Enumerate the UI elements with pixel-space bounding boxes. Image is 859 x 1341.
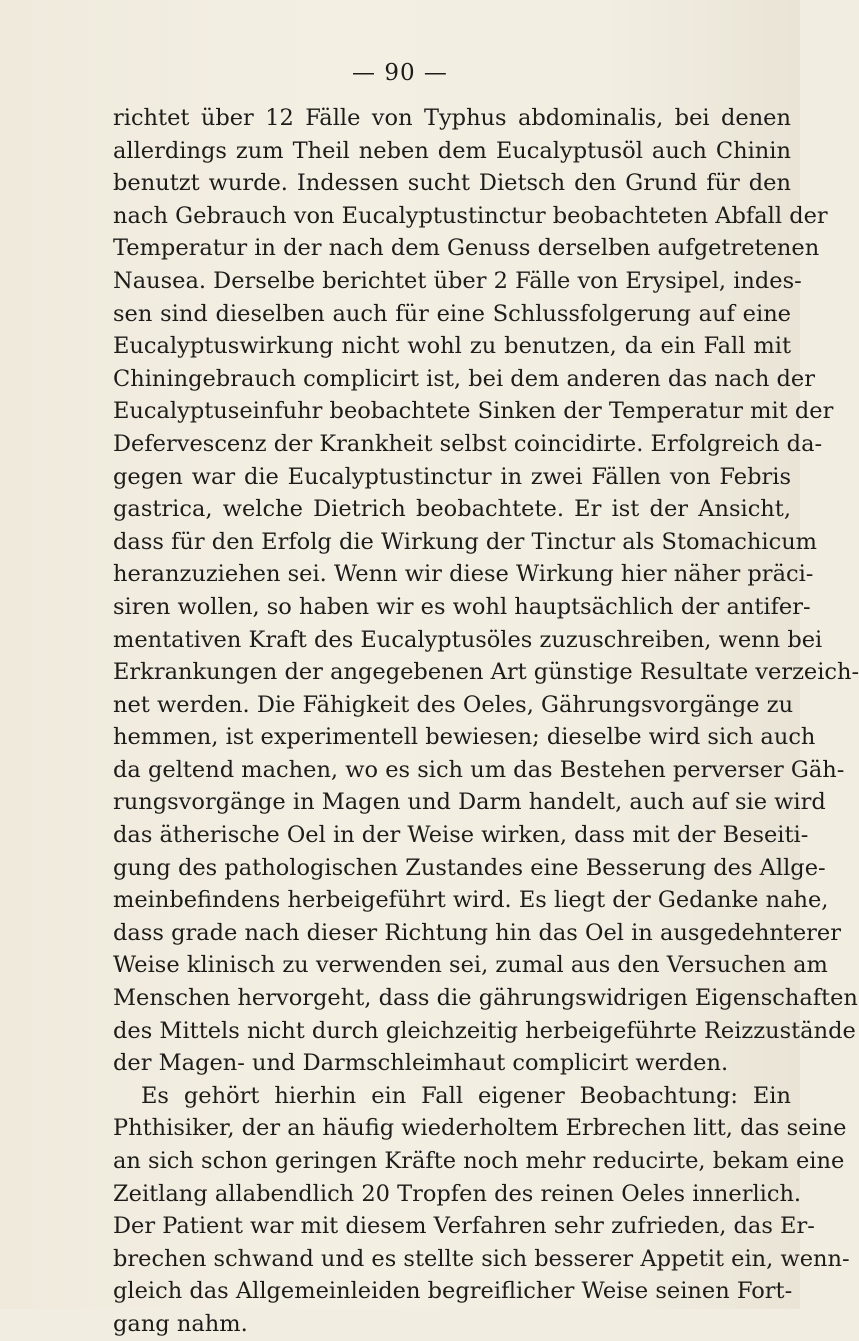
- text-line: meinbefindens herbeigeführt wird. Es liegt der Gedanke nahe,: [113, 887, 829, 914]
- text-line: rungsvorgänge in Magen und Darm handelt, auch auf sie wird: [113, 789, 826, 816]
- text-line: Zeitlang allabendlich 20 Tropfen des reinen Oeles innerlich.: [113, 1180, 802, 1207]
- text-line: allerdings zum Theil neben dem Eucalyptusöl auch Chinin: [113, 137, 791, 164]
- text-line: hemmen, ist experimentell bewiesen; dieselbe wird sich auch: [113, 724, 816, 751]
- text-line: benutzt wurde. Indessen sucht Dietsch den Grund für den: [113, 170, 791, 197]
- text-line: gastrica, welche Dietrich beobachtete. Er ist der Ansicht,: [113, 496, 791, 523]
- text-line: net werden. Die Fähigkeit des Oeles, Gährungsvorgänge zu: [113, 691, 794, 718]
- text-line: heranzuziehen sei. Wenn wir diese Wirkung hier näher präci-: [113, 561, 814, 588]
- text-line: gegen war die Eucalyptustinctur in zwei Fällen von Febris: [113, 463, 791, 490]
- text-line: siren wollen, so haben wir es wohl hauptsächlich der antifer-: [113, 593, 811, 620]
- text-line: an sich schon geringen Kräfte noch mehr reducirte, bekam eine: [113, 1148, 845, 1174]
- text-line: Der Patient war mit diesem Verfahren sehr zufrieden, das Er-: [113, 1213, 815, 1240]
- body-text: [113, 102, 859, 1341]
- text-line: gung des pathologischen Zustandes eine Besserung des Allge-: [113, 854, 826, 881]
- text-line: Erkrankungen der angegebenen Art günstige Resultate verzeich-: [113, 659, 859, 686]
- text-line: da geltend machen, wo es sich um das Bestehen perverser Gäh-: [113, 756, 845, 783]
- text-line: gang nahm.: [113, 1310, 248, 1337]
- text-line: mentativen Kraft des Eucalyptusöles zuzuschreiben, wenn bei: [113, 626, 823, 653]
- text-line: Menschen hervorgeht, dass die gährungswidrigen Eigenschaften: [113, 985, 858, 1012]
- text-line: Chiningebrauch complicirt ist, bei dem anderen das nach der: [113, 365, 815, 392]
- text-line: der Magen- und Darmschleimhaut complicirt werden.: [113, 1050, 729, 1077]
- text-line: dass für den Erfolg die Wirkung der Tinctur als Stomachicum: [113, 528, 818, 555]
- text-line: Eucalyptuseinfuhr beobachtete Sinken der Temperatur mit der: [113, 398, 834, 425]
- text-line: richtet über 12 Fälle von Typhus abdominalis, bei denen: [113, 105, 791, 131]
- text-line: sen sind dieselben auch für eine Schlussfolgerung auf eine: [113, 300, 791, 327]
- text-line: brechen schwand und es stellte sich besserer Appetit ein, wenn-: [113, 1245, 850, 1272]
- page-number: — 90 —: [352, 60, 448, 86]
- text-line: nach Gebrauch von Eucalyptustinctur beobachteten Abfall der: [113, 202, 828, 229]
- text-line: Defervescenz der Krankheit selbst coincidirte. Erfolgreich da-: [113, 430, 823, 457]
- text-line: das ätherische Oel in der Weise wirken, dass mit der Beseiti-: [113, 822, 809, 849]
- text-line: Nausea. Derselbe berichtet über 2 Fälle von Erysipel, indes-: [113, 267, 802, 294]
- text-line: dass grade nach dieser Richtung hin das Oel in ausgedehnterer: [113, 919, 841, 946]
- text-line: Es gehört hierhin ein Fall eigener Beobachtung: Ein: [141, 1082, 791, 1109]
- text-line: Eucalyptuswirkung nicht wohl zu benutzen, da ein Fall mit: [113, 333, 791, 360]
- text-line: Temperatur in der nach dem Genuss derselben aufgetretenen: [113, 235, 820, 262]
- text-line: gleich das Allgemeinleiden begreiflicher Weise seinen Fort-: [113, 1278, 793, 1305]
- text-line: Weise klinisch zu verwenden sei, zumal aus den Versuchen am: [113, 952, 828, 979]
- text-line: des Mittels nicht durch gleichzeitig herbeigeführte Reizzustände: [113, 1017, 856, 1044]
- text-line: Phthisiker, der an häufig wiederholtem Erbrechen litt, das seine: [113, 1115, 847, 1142]
